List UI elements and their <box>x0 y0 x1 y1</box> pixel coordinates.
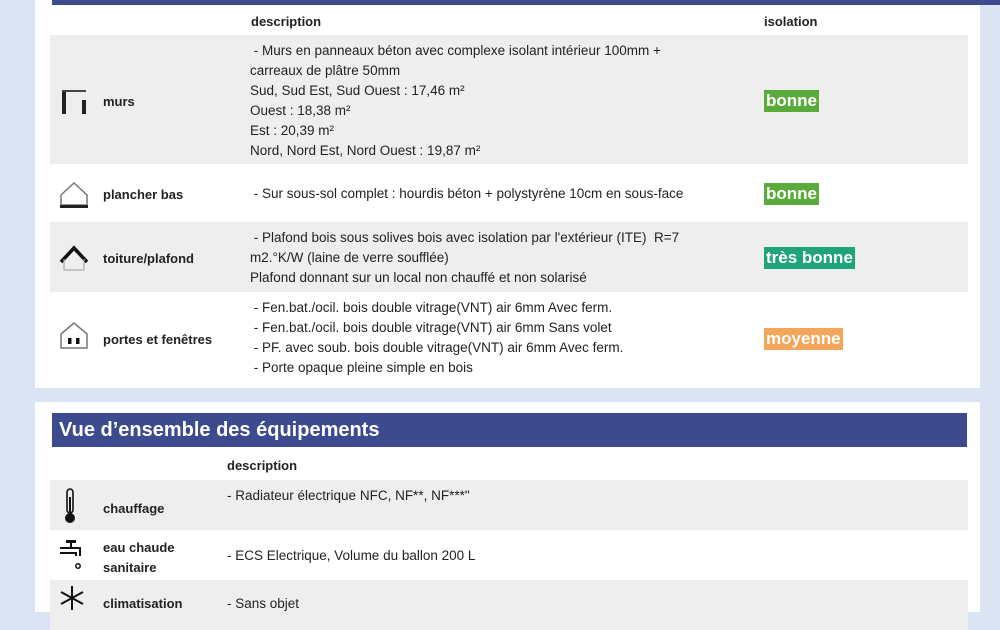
row-description: - Sans objet <box>227 596 300 611</box>
wall-icon <box>58 86 88 116</box>
isolation-badge: moyenne <box>766 329 841 348</box>
snowflake-icon <box>58 584 88 614</box>
row-description: - Radiateur électrique NFC, NF**, NF***" <box>227 488 470 503</box>
row-description: - Fen.bat./ocil. bois double vitrage(VNT) air 6mm Avec ferm. - Fen.bat./ocil. bois double vitrage(VNT) air 6mm Sans volet - PF. avec soub. bois double vitrage(VNT) air 6mm Avec ferm. - Porte opaque pleine simple en bois <box>253 300 624 375</box>
row-description: - Sur sous-sol complet : hourdis béton + polystyrène 10cm en sous-face <box>250 186 684 201</box>
row-label: plancher bas <box>103 187 184 202</box>
envelope-row-murs <box>50 35 968 164</box>
row-label: chauffage <box>103 501 165 516</box>
row-description: - Plafond bois sous solives bois avec isolation par l'extérieur (ITE) R=7 m2.°K/W (laine de verre soufflée) Plafond donnant sur un local non chauffé et non solarisé <box>250 230 680 285</box>
envelope-row-plancher-bas <box>50 164 968 222</box>
floor-icon <box>58 179 88 209</box>
envelope-row-toiture <box>50 222 968 292</box>
roof-icon <box>58 242 88 272</box>
isolation-badge: très bonne <box>766 248 853 267</box>
row-label: climatisation <box>103 596 183 611</box>
envelope-col-description: description <box>251 14 322 29</box>
equipment-col-description: description <box>227 458 298 473</box>
envelope-row-portes-fenetres <box>50 292 968 382</box>
isolation-badge: bonne <box>766 184 817 203</box>
equipment-row-eau-chaude <box>50 530 968 580</box>
thermometer-icon <box>60 487 90 517</box>
section-title: Vue d’ensemble des équipements <box>52 413 967 447</box>
row-label: portes et fenêtres <box>103 332 213 347</box>
row-label: eau chaude sanitaire <box>103 540 175 575</box>
house-window-icon <box>58 320 88 350</box>
equipment-panel <box>35 402 980 612</box>
faucet-icon <box>58 538 88 568</box>
row-description: - Murs en panneaux béton avec complexe isolant intérieur 100mm + carreaux de plâtre 50mm Sud, Sud Est, Sud Ouest : 17,46 m² Ouest : 18,38 m² Est : 20,39 m² Nord, Nord Est, Nord Ouest : 19,87 m² <box>250 43 661 158</box>
envelope-col-isolation: isolation <box>764 14 818 29</box>
row-label: toiture/plafond <box>103 251 194 266</box>
envelope-panel <box>35 0 980 388</box>
equipment-row-chauffage <box>50 480 968 530</box>
row-label: murs <box>103 94 135 109</box>
envelope-header-bar <box>52 0 1000 5</box>
equipment-row-climatisation <box>50 580 968 630</box>
isolation-badge: bonne <box>766 91 817 110</box>
row-description: - ECS Electrique, Volume du ballon 200 L <box>227 548 476 563</box>
